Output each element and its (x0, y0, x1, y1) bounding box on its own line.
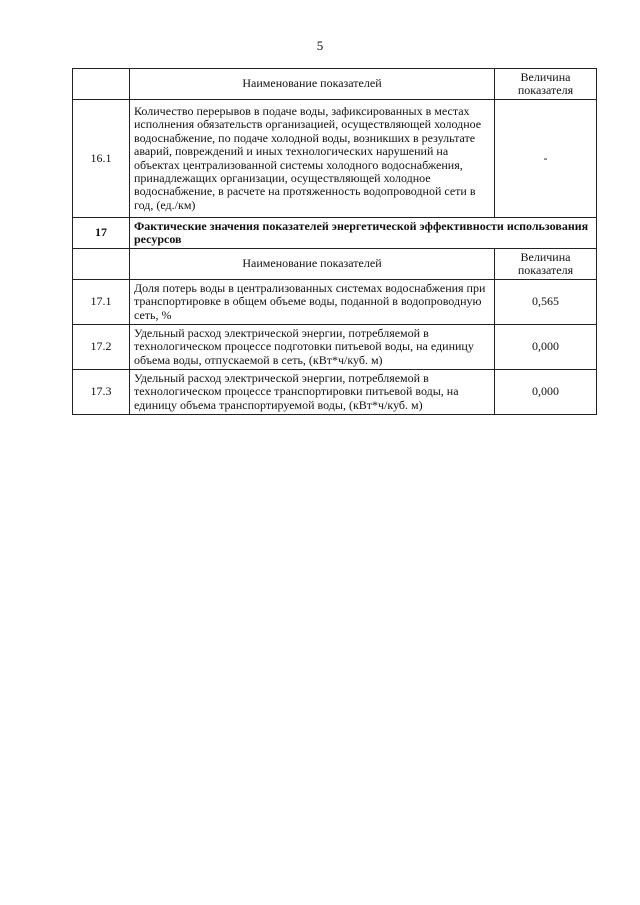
header-num-cell (73, 249, 130, 280)
row-value: 0,000 (495, 370, 597, 415)
header-name-cell: Наименование показателей (130, 249, 495, 280)
section-title: Фактические значения показателей энергетической эффективности использования ресурсов (130, 218, 597, 249)
row-number: 16.1 (73, 100, 130, 218)
row-number: 17.1 (73, 280, 130, 325)
indicators-table (72, 68, 597, 415)
table-row (73, 325, 597, 370)
row-text: Удельный расход электрической энергии, потребляемой в технологическом процессе транспортировки питьевой воды, на единицу объема транспортируемой воды, (кВт*ч/куб. м) (130, 370, 495, 415)
row-value: - (495, 100, 597, 218)
table-row (73, 100, 597, 218)
row-value: 0,565 (495, 280, 597, 325)
section-header-row (73, 249, 597, 280)
section-number: 17 (73, 218, 130, 249)
page-number: 5 (316, 38, 324, 53)
header-num-cell (73, 69, 130, 100)
row-number: 17.3 (73, 370, 130, 415)
row-value: 0,000 (495, 325, 597, 370)
table-header-row (73, 69, 597, 100)
row-number: 17.2 (73, 325, 130, 370)
row-text: Удельный расход электрической энергии, потребляемой в технологическом процессе подготовки питьевой воды, на единицу объема воды, отпускаемой в сеть, (кВт*ч/куб. м) (130, 325, 495, 370)
header-value-cell: Величина показателя (495, 249, 597, 280)
header-value-cell: Величина показателя (495, 69, 597, 100)
section-row (73, 218, 597, 249)
row-text: Доля потерь воды в централизованных системах водоснабжения при транспортировке в общем объеме воды, поданной в водопроводную сеть, % (130, 280, 495, 325)
header-name-cell: Наименование показателей (130, 69, 495, 100)
row-text: Количество перерывов в подаче воды, зафиксированных в местах исполнения обязательств организацией, осуществляющей холодное водоснабжение, по подаче холодной воды, возникших в результате аварий, повреждений и иных технологических нарушений на объектах централизованной системы холодного водоснабжения, принадлежащих организации, осуществляющей холодное водоснабжение, в расчете на протяженность водопроводной сети в год, (ед./км) (130, 100, 495, 218)
table-row (73, 370, 597, 415)
table-row (73, 280, 597, 325)
